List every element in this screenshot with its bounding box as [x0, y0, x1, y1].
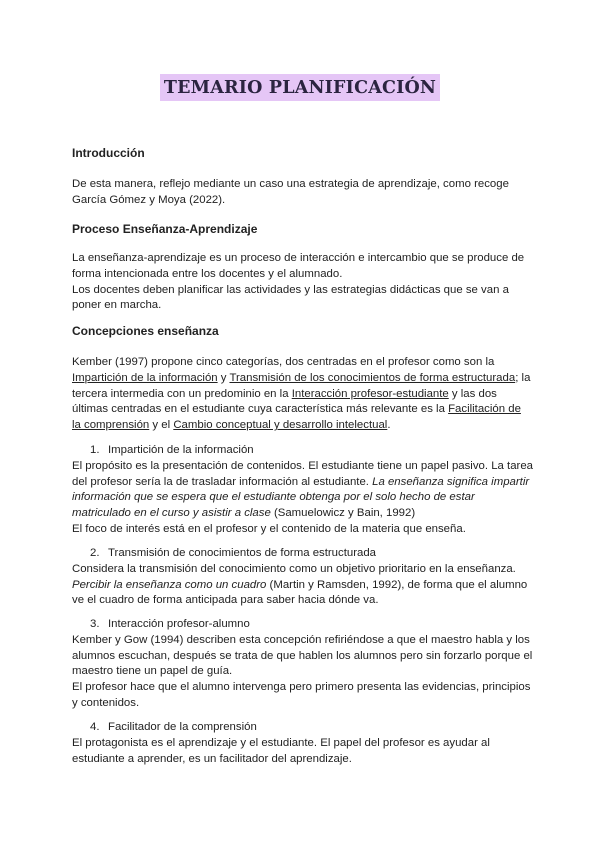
item-4	[72, 720, 534, 767]
proceso-paragraph-1: La enseñanza-aprendizaje es un proceso de interacción e intercambio que se produce de forma intencionada entre los docentes y el alumnado.	[72, 252, 525, 280]
item-3-title-text: Interacción profesor-alumno	[108, 618, 250, 630]
proceso-text	[72, 251, 532, 314]
page-title: TEMARIO PLANIFICACIÓN	[160, 74, 440, 101]
intro-text	[72, 177, 532, 209]
item-3-text-c: El profesor hace que el alumno intervenga pero primero presenta las evidencias, principios y contenidos.	[72, 681, 531, 709]
item-2-text-b: (Martin y Ramsden, 1992), de forma que el alumno ve el cuadro de forma anticipada para saber hacia dónde va.	[72, 578, 528, 607]
item-2-body	[72, 578, 534, 610]
item-1-text-c: El foco de interés está en el profesor y el contenido de la materia que enseña.	[72, 522, 466, 535]
item-2	[72, 546, 534, 609]
item-3-number: 3.	[90, 618, 100, 630]
concept-imparticion: Impartición de la información	[72, 371, 218, 384]
concepciones-paragraph	[72, 355, 532, 434]
concepciones-text-2: y	[217, 371, 230, 384]
item-2-number: 2.	[90, 547, 100, 559]
intro-heading: Introducción	[72, 146, 145, 160]
concepciones-text	[72, 355, 532, 434]
concepciones-text-6: .	[387, 419, 391, 432]
item-1	[72, 443, 534, 538]
item-1-quote: La enseñanza significa impartir información que se espera que el estudiante obtenga por el solo hecho de estar matriculado en el curso y asistir a clase	[72, 475, 530, 520]
concepciones-text-4: y las dos últimas centradas en el estudiante cuya característica más relevante es la	[72, 387, 497, 416]
concepciones-text-3: ; la tercera intermedia con un predominio en la	[72, 371, 531, 400]
concept-facilitacion: Facilitación de la comprensión	[72, 403, 521, 432]
item-1-title-text: Impartición de la información	[108, 444, 254, 456]
concepciones-text-5: y el	[149, 419, 174, 432]
item-3-text-a: Kember y Gow (1994) describen esta concepción refiriéndose a que el maestro habla y los alumnos escuchan, después se trata de que hablen los alumnos pero sin forzarlo porque el maestro tiene un papel de guía.	[72, 633, 533, 678]
concept-cambio: Cambio conceptual y desarrollo intelectual	[173, 419, 388, 432]
concepciones-text-1: Kember (1997) propone cinco categorías, dos centradas en el profesor como son la	[72, 356, 495, 368]
intro-paragraph: De esta manera, reflejo mediante un caso una estrategia de aprendizaje, como recoge García Gómez y Moya (2022).	[72, 178, 509, 206]
item-4-title-text: Facilitador de la comprensión	[108, 721, 257, 733]
concept-transmision: Transmisión de los conocimientos de forma estructurada	[229, 371, 516, 384]
item-3-title	[72, 617, 534, 633]
item-4-number: 4.	[90, 721, 100, 733]
concept-interaccion: Interacción profesor-estudiante	[291, 387, 449, 400]
item-1-body	[72, 459, 534, 522]
proceso-paragraph-2: Los docentes deben planificar las actividades y las estrategias didácticas que se van a poner en marcha.	[72, 283, 509, 312]
item-2-title-text: Transmisión de conocimientos de forma estructurada	[108, 547, 377, 559]
item-1-text-a: El propósito es la presentación de contenidos. El estudiante tiene un papel pasivo. La tarea del profesor sería la de trasladar información al estudiante.	[72, 459, 533, 488]
item-2-title	[72, 546, 534, 562]
title-wrap	[0, 74, 600, 101]
item-1-title	[72, 443, 534, 459]
item-1-number: 1.	[90, 444, 100, 456]
concepciones-heading: Concepciones enseñanza	[72, 324, 219, 338]
item-3	[72, 617, 534, 712]
item-2-text-a: Considera la transmisión del conocimiento como un objetivo prioritario en la enseñanza.	[72, 562, 516, 575]
item-1-text-b: (Samuelowicz y Bain, 1992)	[270, 507, 416, 520]
item-4-text-a: El protagonista es el aprendizaje y el estudiante. El papel del profesor es ayudar al estudiante a aprender, es un facilitador del aprendizaje.	[72, 736, 490, 765]
proceso-heading: Proceso Enseñanza-Aprendizaje	[72, 222, 258, 236]
item-4-title	[72, 720, 534, 736]
item-2-quote: Percibir la enseñanza como un cuadro	[72, 578, 267, 591]
